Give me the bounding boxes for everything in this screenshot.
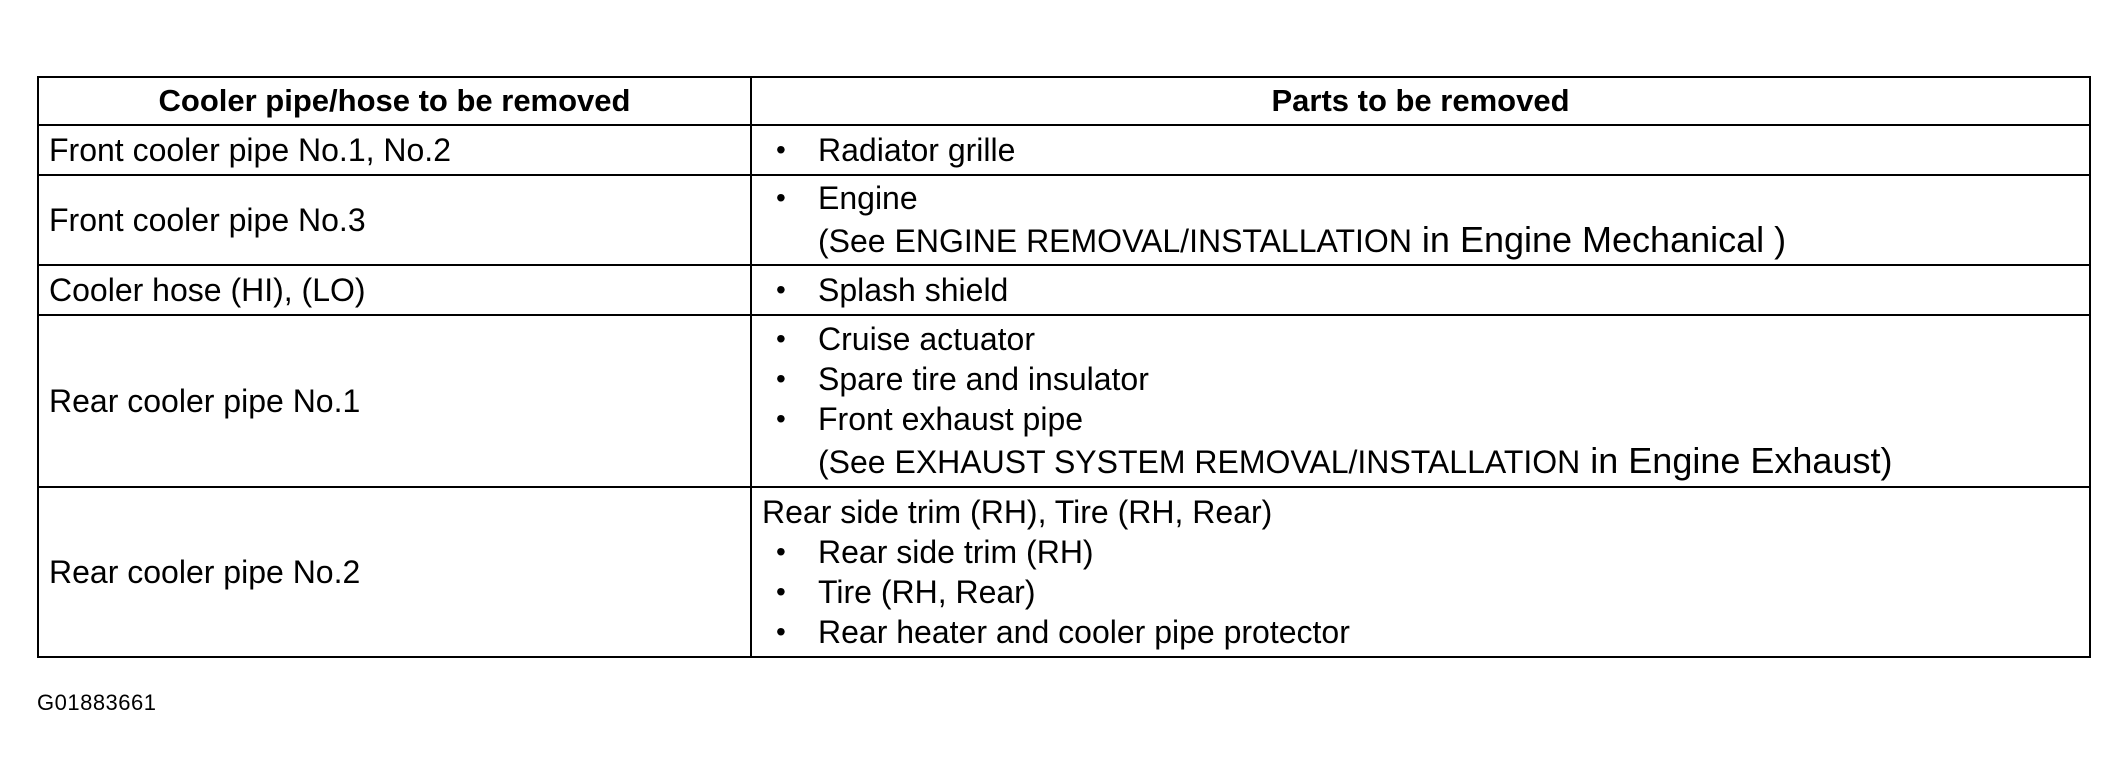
part-name: Engine — [818, 180, 918, 216]
bullet-icon: • — [776, 616, 786, 647]
reference-section: in Engine Mechanical ) — [1411, 219, 1787, 260]
header-cooler-pipe: Cooler pipe/hose to be removed — [38, 77, 751, 125]
reference-note — [762, 218, 2079, 262]
table-row — [38, 175, 2090, 265]
pipe-cell: Rear cooler pipe No.1 — [38, 315, 751, 487]
part-name: Tire (RH, Rear) — [818, 574, 1036, 610]
table-row — [38, 125, 2090, 175]
pipe-cell: Front cooler pipe No.3 — [38, 175, 751, 265]
parts-cell — [751, 487, 2090, 657]
part-name: Spare tire and insulator — [818, 361, 1149, 397]
bullet-icon: • — [776, 182, 786, 213]
list-item — [762, 270, 2079, 310]
part-name: Radiator grille — [818, 132, 1016, 168]
list-item — [762, 399, 2079, 439]
bullet-icon: • — [776, 134, 786, 165]
table-row — [38, 487, 2090, 657]
reference-section: in Engine Exhaust) — [1580, 440, 1893, 481]
bullet-icon: • — [776, 274, 786, 305]
list-item — [762, 532, 2079, 572]
list-item — [762, 612, 2079, 652]
part-name: Splash shield — [818, 272, 1009, 308]
header-parts: Parts to be removed — [751, 77, 2090, 125]
table-header-row — [38, 77, 2090, 125]
parts-cell — [751, 265, 2090, 315]
bullet-icon: • — [776, 323, 786, 354]
removal-table — [37, 76, 2091, 658]
table-row — [38, 315, 2090, 487]
bullet-icon: • — [776, 363, 786, 394]
table-row — [38, 265, 2090, 315]
bullet-icon: • — [776, 403, 786, 434]
figure-id: G01883661 — [37, 690, 157, 715]
part-name: Rear heater and cooler pipe protector — [818, 614, 1350, 650]
list-item — [762, 178, 2079, 218]
parts-intro: Rear side trim (RH), Tire (RH, Rear) — [762, 494, 1273, 530]
parts-cell — [751, 125, 2090, 175]
bullet-icon: • — [776, 576, 786, 607]
part-name: Front exhaust pipe — [818, 401, 1084, 437]
list-item — [762, 319, 2079, 359]
list-item — [762, 572, 2079, 612]
reference-procedure: (See ENGINE REMOVAL/INSTALLATION — [818, 223, 1412, 259]
list-item — [762, 359, 2079, 399]
reference-note — [762, 439, 2079, 483]
part-name: Rear side trim (RH) — [818, 534, 1094, 570]
list-item — [762, 130, 2079, 170]
pipe-cell: Cooler hose (HI), (LO) — [38, 265, 751, 315]
bullet-icon: • — [776, 536, 786, 567]
part-name: Cruise actuator — [818, 321, 1035, 357]
pipe-cell: Front cooler pipe No.1, No.2 — [38, 125, 751, 175]
pipe-cell: Rear cooler pipe No.2 — [38, 487, 751, 657]
parts-cell — [751, 175, 2090, 265]
parts-cell — [751, 315, 2090, 487]
reference-procedure: (See EXHAUST SYSTEM REMOVAL/INSTALLATION — [818, 444, 1581, 480]
